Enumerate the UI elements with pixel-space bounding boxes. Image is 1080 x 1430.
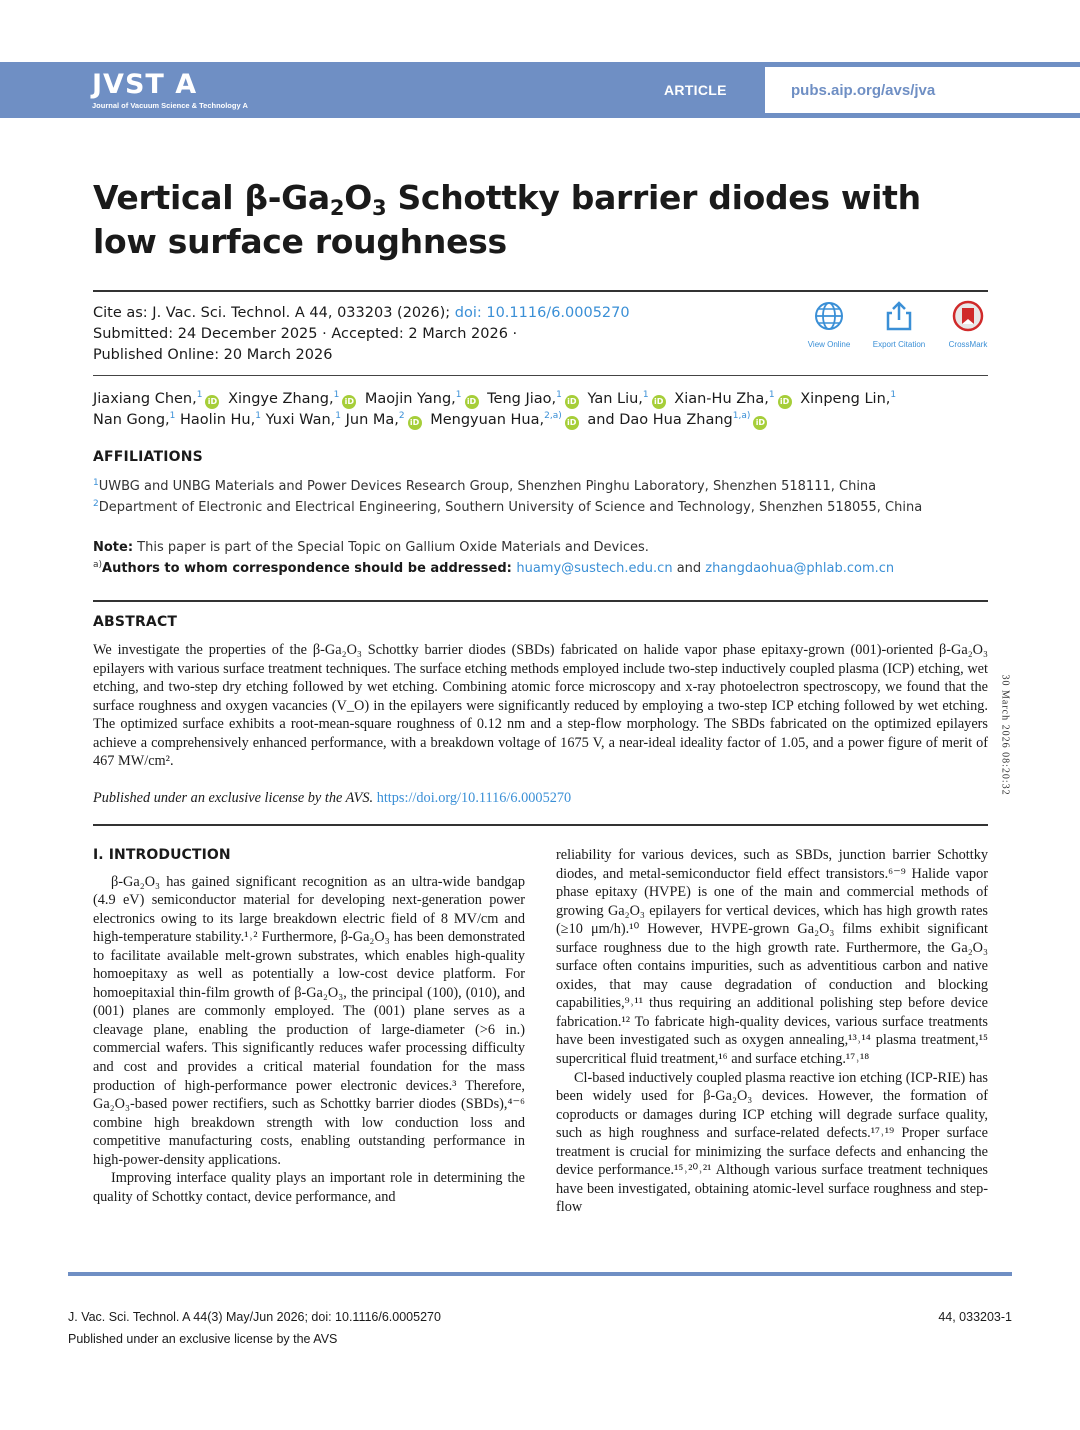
crossmark-icon <box>952 300 984 332</box>
citation-divider <box>93 375 988 376</box>
footer-license: Published under an exclusive license by the AVS <box>68 1332 338 1346</box>
paragraph: Improving interface quality plays an important role in determining the quality of Schottky contact, device performance, and <box>93 1170 525 1205</box>
author[interactable]: Yuxi Wan,$^1$ <box>265 411 341 428</box>
affiliation-2: $^2$Department of Electronic and Electrical Engineering, Southern University of Science and Technology, Shenzhen 518055, China <box>93 499 923 515</box>
citation-block <box>93 303 630 366</box>
view-online-label: View Online <box>807 340 851 349</box>
author[interactable]: Mengyuan Hua,$^{2,a)}$ <box>430 411 562 428</box>
dates-line-2: Published Online: 20 March 2026 <box>93 347 333 363</box>
author[interactable]: Maojin Yang,$^1$ <box>364 390 462 407</box>
abstract-text: We investigate the properties of the β-Ga₂O₃ Schottky barrier diodes (SBDs) fabricated on halide vapor phase epitaxy-grown (001)-oriented β-Ga₂O₃ epilayers with various surface treatment techniques. The surface etching methods employed include two-step inductively coupled plasma (ICP) etching, wet etching, and two-step dry etching followed by wet etching. Combining atomic force microscopy and x-ray photoelectron spectroscopy, we found that the surface roughness and oxygen vacancies (V_O) in the epilayers were significantly reduced by employing a two-step ICP etching followed by wet etching. The optimized surface exhibits a root-mean-square roughness of 0.12 nm and a step-flow morphology. The SBDs fabricated on the optimized epilayers achieve a comprehensively enhanced performance, with a breakdown voltage of 1675 V, a near-ideal ideality factor of 1.05, and a power figure of merit of 467 MW/cm². <box>93 642 988 769</box>
affiliations-heading: AFFILIATIONS <box>93 449 203 465</box>
body-column-right <box>556 846 988 1217</box>
email-link[interactable]: zhangdaohua@phlab.com.cn <box>705 561 895 576</box>
section-heading: I. INTRODUCTION <box>93 847 231 863</box>
article-tools <box>800 300 1000 352</box>
crossmark-label: CrossMark <box>948 340 988 349</box>
journal-logo-subtitle: Journal of Vacuum Science & Technology A <box>92 101 248 110</box>
body-divider <box>93 824 988 826</box>
globe-icon <box>813 300 845 332</box>
author[interactable]: Yan Liu,$^1$ <box>587 390 649 407</box>
paragraph: reliability for various devices, such as SBDs, junction barrier Schottky diodes, and metal-semiconductor field effect transistors.⁶⁻⁹ Halide vapor phase epitaxy (HVPE) is one of the main and commercial methods of growing Ga₂O₃ epilayers for vertical devices, which has high growth rates (≥10 μm/h).¹⁰ However, HVPE-grown Ga₂O₃ films exhibit significant surface roughness due to the high growth rate. Furthermore, the Ga₂O₃ surface often contains impurities, such as adventitious carbon and native oxides, that may cause degradation of conduction and blocking capabilities,⁹˒¹¹ thus requiring an additional polishing step before device fabrication.¹² To fabricate high-quality devices, various surface treatments have been investigated such as oxygen annealing,¹³˒¹⁴ plasma treatment,¹⁵ supercritical fluid treatment,¹⁶ and surface etching.¹⁷˒¹⁸ <box>556 847 988 1068</box>
abstract-heading: ABSTRACT <box>93 614 178 630</box>
author[interactable]: Xinpeng Lin,$^1$ <box>800 390 897 407</box>
export-citation-button[interactable] <box>866 300 932 349</box>
affiliation-1: $^1$UWBG and UNBG Materials and Power Devices Research Group, Shenzhen Pinghu Laboratory, Shenzhen 518111, China <box>93 478 877 494</box>
author[interactable]: Nan Gong,$^1$ <box>93 411 176 428</box>
email-link[interactable]: huamy@sustech.edu.cn <box>516 561 673 576</box>
article-title: Vertical $\beta-Ga_2O_3$ Schottky barrier diodes with low surface roughness <box>93 178 921 261</box>
page-number: 44, 033203-1 <box>938 1310 1012 1324</box>
crossmark-button[interactable] <box>935 300 1001 349</box>
author[interactable]: Jiaxiang Chen,$^1$ <box>93 390 203 407</box>
orcid-icon[interactable]: iD <box>565 416 579 430</box>
dates-line-1: Submitted: 24 December 2025 · Accepted: 2 March 2026 · <box>93 326 518 342</box>
orcid-icon[interactable]: iD <box>205 395 219 409</box>
download-timestamp: 30 March 2026 08:20:32 <box>999 674 1011 796</box>
author[interactable]: Teng Jiao,$^1$ <box>487 390 562 407</box>
author-list <box>93 389 993 431</box>
orcid-icon[interactable]: iD <box>408 416 422 430</box>
footer-rule <box>68 1272 1012 1276</box>
export-icon <box>883 300 915 332</box>
journal-url-link[interactable]: pubs.aip.org/avs/jva <box>791 82 936 99</box>
paragraph: β-Ga₂O₃ has gained significant recognition as an ultra-wide bandgap (4.9 eV) semiconductor material for developing next-generation power electronics owing to its large breakdown electric field of 8 MV/cm and high-temperature stability.¹˒² Furthermore, β-Ga₂O₃ has been demonstrated to facilitate available melt-grown substrates, which enables high-quality homoepitaxy as well as potentially a low-cost device platform. For homoepitaxial thin-film growth of β-Ga₂O₃, the principal (100), (010), and (001) planes are commonly employed. The (001) plane serves as a cleavage plane, enabling the production of large-diameter (>6 in.) commercial wafers. This significantly reduces wafer processing difficulty and cost and provides a critical material foundation for the mass production of high-performance power electronic devices.³ Therefore, Ga₂O₃-based power rectifiers, such as Schottky barrier diodes (SBDs),⁴⁻⁶ combine high breakdown strength with low conduction loss and competitive manufacturing costs, enabling outstanding performance in high-power-density applications. <box>93 873 525 1168</box>
article-type-label: ARTICLE <box>664 82 727 98</box>
license-statement: Published under an exclusive license by the AVS. https://doi.org/10.1116/6.0005270 <box>93 790 572 806</box>
footer-citation: J. Vac. Sci. Technol. A 44(3) May/Jun 2026; doi: 10.1116/6.0005270 <box>68 1310 441 1324</box>
doi-link[interactable]: doi: 10.1116/6.0005270 <box>454 305 630 321</box>
author[interactable]: Xingye Zhang,$^1$ <box>228 390 340 407</box>
author[interactable]: and Dao Hua Zhang$^{1,a)}$ <box>587 411 751 428</box>
body-column-left <box>93 846 525 1206</box>
author[interactable]: Xian-Hu Zha,$^1$ <box>674 390 775 407</box>
orcid-icon[interactable]: iD <box>342 395 356 409</box>
orcid-icon[interactable]: iD <box>652 395 666 409</box>
author[interactable]: Haolin Hu,$^1$ <box>180 411 261 428</box>
orcid-icon[interactable]: iD <box>778 395 792 409</box>
author[interactable]: Jun Ma,$^2$ <box>345 411 405 428</box>
doi-url-link[interactable]: https://doi.org/10.1116/6.0005270 <box>376 790 572 806</box>
orcid-icon[interactable]: iD <box>565 395 579 409</box>
cite-as-text: Cite as: J. Vac. Sci. Technol. A 44, 033203 (2026); <box>93 305 455 321</box>
paragraph: Cl-based inductively coupled plasma reactive ion etching (ICP-RIE) has been widely used for β-Ga₂O₃ devices. However, the formation of coproducts or damages during ICP etching will degrade surface quality, such as high roughness and surface-related defects.¹⁷˒¹⁹ Proper surface treatment is crucial for minimizing the surface defects and enhancing the device performance.¹⁵˒²⁰˒²¹ Although various surface treatment techniques have been investigated, obtaining atomic-level surface roughness and step-flow <box>556 1069 988 1216</box>
correspondence-note: $^{a)}$Authors to whom correspondence should be addressed: huamy@sustech.edu.cn and zhangdaohua@phlab.com.cn <box>93 560 895 576</box>
orcid-icon[interactable]: iD <box>465 395 479 409</box>
journal-logo[interactable]: JVST A <box>92 69 198 100</box>
title-divider <box>93 290 988 292</box>
export-citation-label: Export Citation <box>872 340 926 349</box>
abstract-divider <box>93 600 988 602</box>
view-online-button[interactable] <box>796 300 862 349</box>
special-topic-note: Note: This paper is part of the Special Topic on Gallium Oxide Materials and Devices. <box>93 540 649 555</box>
orcid-icon[interactable]: iD <box>753 416 767 430</box>
